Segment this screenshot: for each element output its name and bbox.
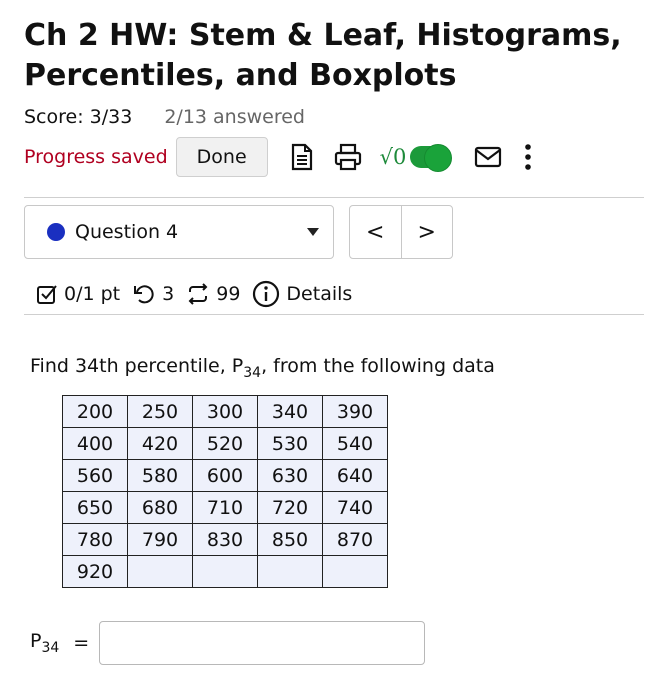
table-cell — [258, 556, 323, 588]
table-cell: 300 — [193, 396, 258, 428]
question-prompt — [30, 352, 495, 387]
table-cell: 530 — [258, 428, 323, 460]
table-cell: 640 — [323, 460, 388, 492]
table-cell — [128, 556, 193, 588]
mail-icon[interactable] — [474, 146, 502, 168]
score-text: Score: 3/33 — [24, 106, 133, 128]
retries-text: 3 — [162, 283, 175, 305]
undo-icon — [132, 282, 156, 306]
table-row — [63, 492, 388, 524]
math-input-label: √0 — [379, 145, 407, 169]
table-cell: 400 — [63, 428, 128, 460]
equals-sign: = — [73, 632, 90, 654]
answer-label — [30, 630, 59, 656]
points-item — [36, 283, 120, 305]
table-cell: 720 — [258, 492, 323, 524]
attempts-item — [186, 282, 240, 306]
table-row — [63, 556, 388, 588]
info-icon — [252, 280, 280, 308]
prompt-subscript: 34 — [243, 364, 262, 381]
table-cell — [193, 556, 258, 588]
toggle-knob — [424, 144, 452, 172]
table-cell: 780 — [63, 524, 128, 556]
table-row — [63, 524, 388, 556]
repeat-icon — [186, 282, 210, 306]
prev-question-button[interactable]: < — [366, 219, 385, 245]
question-status-dot — [47, 223, 65, 241]
progress-status: Progress saved — [24, 146, 168, 168]
prompt-suffix: , from the following data — [261, 355, 495, 377]
table-cell: 850 — [258, 524, 323, 556]
table-cell: 830 — [193, 524, 258, 556]
table-cell: 520 — [193, 428, 258, 460]
answer-row — [30, 620, 425, 666]
answer-label-subscript: 34 — [41, 639, 60, 656]
prompt-prefix: Find 34th percentile, P — [30, 355, 244, 377]
math-toggle[interactable] — [410, 146, 450, 168]
table-cell: 650 — [63, 492, 128, 524]
answer-label-text: P — [30, 630, 42, 653]
score-row — [24, 104, 305, 130]
divider — [24, 314, 644, 315]
attempts-text: 99 — [216, 283, 241, 305]
next-question-button[interactable]: > — [401, 206, 453, 258]
details-text: Details — [286, 283, 353, 305]
document-icon[interactable] — [290, 143, 314, 171]
table-row — [63, 460, 388, 492]
table-cell: 740 — [323, 492, 388, 524]
table-cell: 540 — [323, 428, 388, 460]
table-cell: 870 — [323, 524, 388, 556]
print-icon[interactable] — [334, 143, 362, 171]
table-cell: 600 — [193, 460, 258, 492]
table-row — [63, 428, 388, 460]
caret-down-icon — [307, 228, 319, 236]
table-cell: 420 — [128, 428, 193, 460]
question-label: Question 4 — [75, 221, 179, 243]
question-select[interactable] — [24, 205, 334, 259]
table-cell: 790 — [128, 524, 193, 556]
table-cell: 340 — [258, 396, 323, 428]
page-title: Ch 2 HW: Stem & Leaf, Histograms, Percentiles, and Boxplots — [24, 18, 622, 93]
question-meta — [36, 277, 364, 311]
answer-input[interactable] — [99, 621, 425, 665]
table-cell: 630 — [258, 460, 323, 492]
details-link[interactable] — [252, 280, 352, 308]
table-row — [63, 396, 388, 428]
data-table — [62, 395, 388, 588]
points-text: 0/1 pt — [64, 283, 121, 305]
table-cell: 710 — [193, 492, 258, 524]
more-icon[interactable] — [524, 143, 532, 171]
table-cell: 200 — [63, 396, 128, 428]
table-cell: 920 — [63, 556, 128, 588]
question-nav — [349, 205, 453, 259]
done-button[interactable]: Done — [176, 137, 268, 177]
table-cell: 560 — [63, 460, 128, 492]
checkbox-icon — [36, 283, 58, 305]
table-cell: 580 — [128, 460, 193, 492]
toolbar — [24, 136, 564, 178]
answered-count: 2/13 answered — [164, 106, 305, 128]
retries-item — [132, 282, 174, 306]
table-cell: 390 — [323, 396, 388, 428]
table-cell: 680 — [128, 492, 193, 524]
table-cell — [323, 556, 388, 588]
table-cell: 250 — [128, 396, 193, 428]
divider — [24, 197, 644, 198]
